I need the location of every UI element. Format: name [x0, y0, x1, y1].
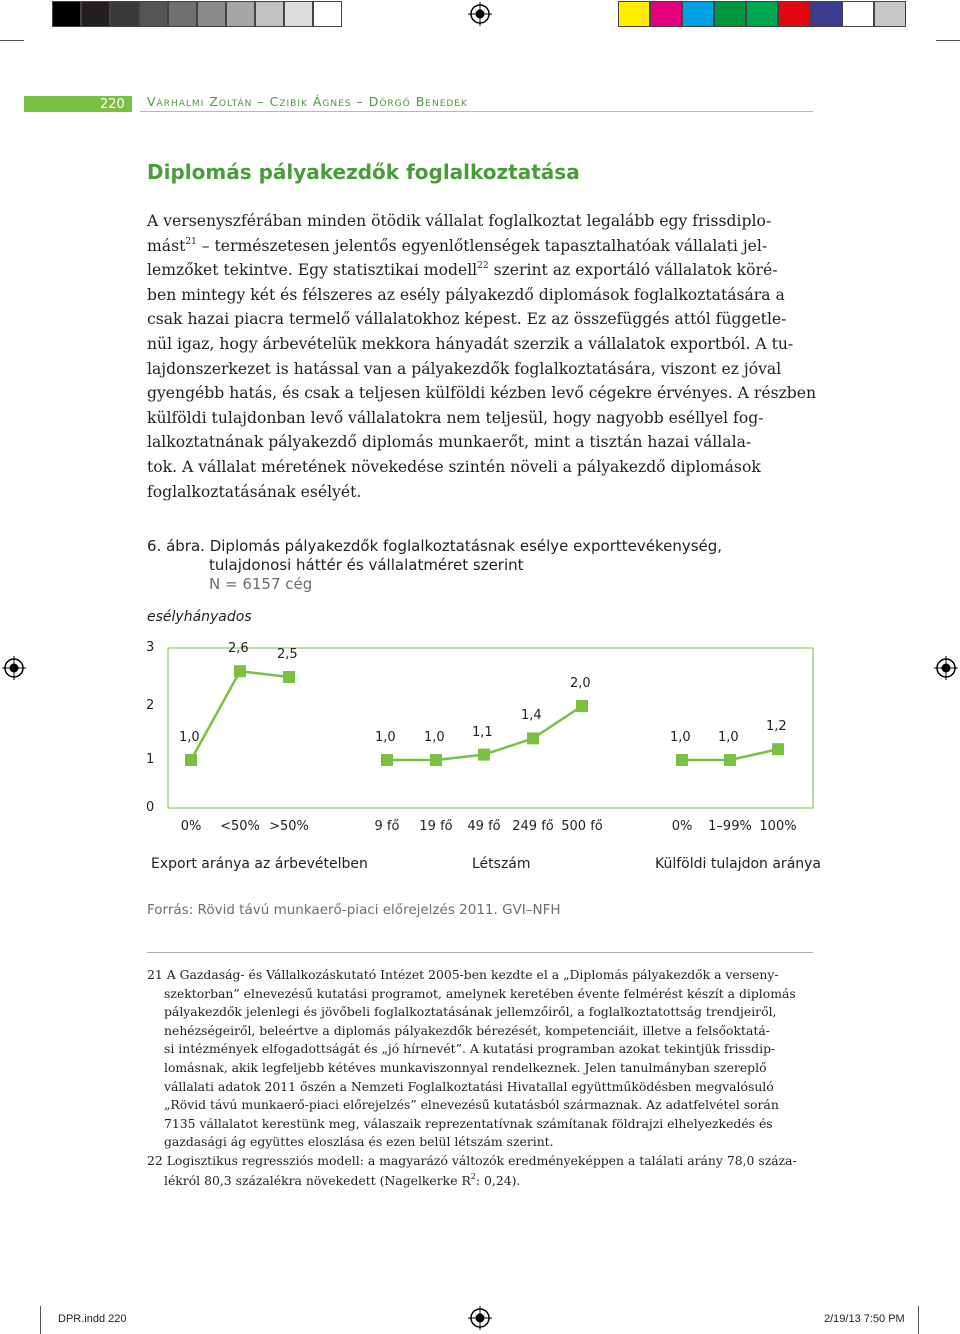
- footnote-line: lomásnak, akik legfeljebb kétéves munkaviszonnyal rendelkeznek. Jelen tanulmányban szereplő: [164, 1060, 767, 1075]
- footnote-ref: 22: [477, 261, 489, 272]
- data-label: 1,4: [521, 708, 542, 724]
- body-text-span: tok. A vállalat méretének növekedése szintén növeli a pályakezdő diplomások: [147, 458, 761, 476]
- footnote-line: si intézmények elfogadottságát és „jó hírnevét”. A kutatási programban azokat tekintjük frissdip-: [164, 1041, 776, 1057]
- slug-date: 2/19/13 7:50 PM: [824, 1313, 905, 1325]
- y-tick-label: 0: [146, 800, 155, 815]
- slug-filename: DPR.indd 220: [58, 1313, 127, 1325]
- x-tick-label: 9 fő: [374, 819, 400, 834]
- x-tick-label: 0%: [671, 819, 693, 834]
- data-label: 1,0: [424, 730, 445, 745]
- running-head: Várhalmi Zoltán – Czibik Ágnes – Dörgő Benedek: [147, 94, 468, 109]
- footnote-separator: [147, 952, 813, 953]
- data-point-marker: [724, 754, 736, 766]
- data-point-marker: [234, 665, 246, 677]
- body-text-span: – természetesen jelentős egyenlőtlenségek tapasztalhatóak vállalati jel-: [196, 236, 768, 255]
- footnote-line: gazdasági ág együttes eloszlása és ezen belül létszám szerint.: [164, 1134, 554, 1150]
- footnote-text: lékról 80,3 százalékra növekedett (Nagelkerke R: [164, 1172, 471, 1188]
- data-point-marker: [527, 732, 539, 744]
- body-text-span: lajdonszerkezet is hatással van a pályakezdők foglalkoztatására, viszont ez jóval: [147, 359, 782, 378]
- x-tick-label: >50%: [269, 819, 309, 834]
- footnote-line: vállalati adatok 2011 őszén a Nemzeti Foglalkoztatási Hivatallal együttműködésben megvalósuló: [164, 1078, 774, 1094]
- data-label: 1,0: [718, 730, 739, 745]
- footnote-line: 21 A Gazdaság- és Vállalkozáskutató Intézet 2005-ben kezdte el a „Diplomás pályakezdők a verseny-: [147, 967, 779, 982]
- x-tick-label: <50%: [220, 819, 260, 834]
- footnote-line: szektorban” elnevezésű kutatási programot, amelynek keretében évente felmérést készít a diplomás: [164, 985, 796, 1001]
- body-text-span: A versenyszférában minden ötödik vállalat foglalkoztat legalább egy frissdiplo-: [147, 212, 772, 230]
- y-tick-label: 1: [146, 752, 155, 767]
- y-axis-label: esélyhányados: [147, 609, 252, 625]
- footnote-line: [164, 1172, 520, 1188]
- body-text-span: ben mintegy két és félszeres az esély pályakezdő diplomások foglalkoztatására a: [147, 285, 785, 304]
- y-tick-label: 2: [146, 698, 155, 713]
- figure-source: Forrás: Rövid távú munkaerő-piaci előrejelzés 2011. GVI–NFH: [147, 902, 561, 918]
- crop-mark: [918, 1306, 919, 1334]
- body-text-span: nül igaz, hogy árbevételük mekkora hányadát szerzik a vállalatok exportból. A tu-: [147, 335, 794, 353]
- data-label: 2,0: [570, 676, 591, 691]
- body-text-span: csak hazai piacra termelő vállalatokhoz képest. Ez az összefüggés attól függetle-: [147, 310, 787, 329]
- y-tick-label: 3: [146, 640, 155, 655]
- figure-number: 6. ábra.: [147, 537, 205, 555]
- footnote-line: 7135 vállalatot kerestünk meg, válaszaik reprezentatívnak számítanak földrajzi elhelyezkedés és: [164, 1115, 773, 1131]
- registration-mark-icon: [468, 1306, 492, 1330]
- x-tick-label: 49 fő: [467, 819, 501, 834]
- figure-subtitle: N = 6157 cég: [209, 575, 313, 593]
- body-text-span: foglalkoztatásának esélyét.: [147, 482, 362, 501]
- footnote-line: „Rövid távú munkaerő-piaci előrejelzés” elnevezésű kutatásból származnak. Az adatfelvétel során: [164, 1097, 779, 1113]
- body-text-span: lemzőket tekintve. Egy statisztikai modell: [147, 261, 478, 280]
- x-tick-label: 0%: [180, 819, 202, 834]
- page-number: 220: [100, 97, 125, 112]
- data-point-marker: [478, 749, 490, 761]
- data-label: 2,5: [277, 647, 298, 662]
- data-point-marker: [283, 671, 295, 683]
- x-group-label: Létszám: [472, 856, 531, 872]
- data-point-marker: [676, 754, 688, 766]
- section-title: Diplomás pályakezdők foglalkoztatása: [147, 160, 580, 184]
- data-label: 1,0: [375, 730, 396, 745]
- footnote-line: pályakezdők jelenlegi és jövőbeli foglalkoztatásának jellemzőiről, a foglalkoztatottság trendjeiről,: [164, 1004, 777, 1020]
- body-text-span: mást: [147, 236, 186, 255]
- footnote-ref: 21: [185, 236, 197, 247]
- body-text-span: gyengébb hatás, és csak a teljesen külföldi kézben levő cégekre érvényes. A részben: [147, 384, 817, 403]
- x-tick-label: 100%: [759, 819, 797, 834]
- body-text-span: külföldi tulajdonban levő vállalatokra nem teljesül, hogy nagyobb eséllyel fog-: [147, 408, 764, 427]
- footnote-line: 22 Logisztikus regressziós modell: a magyarázó változók eredményeképpen a találati arány 78,0 száza-: [147, 1153, 797, 1168]
- x-tick-label: 1–99%: [708, 819, 752, 834]
- crop-mark: [40, 1306, 41, 1334]
- x-tick-label: 19 fő: [419, 819, 453, 834]
- data-label: 1,0: [670, 730, 691, 745]
- body-text-span: szerint az exportáló vállalatok köré-: [488, 261, 778, 280]
- superscript: 2: [470, 1171, 476, 1181]
- data-label: 2,6: [228, 641, 249, 657]
- body-text-span: lalkoztatnának pályakezdő diplomás munkaerőt, mint a tisztán hazai vállala-: [147, 433, 752, 452]
- x-group-label: Külföldi tulajdon aránya: [655, 856, 822, 872]
- data-point-marker: [185, 754, 197, 766]
- x-tick-label: 500 fő: [561, 819, 603, 834]
- data-label: 1,2: [766, 719, 787, 735]
- figure-title-line2: tulajdonosi háttér és vállalatméret szerint: [209, 556, 524, 574]
- figure-title-line1: Diplomás pályakezdők foglalkoztatásnak esélye exporttevékenység,: [209, 537, 723, 555]
- footnote-line: nehézségeiről, beleértve a diplomás pályakezdők bérezését, kompetenciáit, illetve a felsőoktatá-: [164, 1022, 770, 1038]
- data-point-marker: [576, 700, 588, 712]
- data-point-marker: [772, 743, 784, 755]
- series-line: [191, 671, 289, 760]
- data-label: 1,1: [472, 724, 493, 740]
- x-group-label: Export aránya az árbevételben: [151, 856, 368, 872]
- x-tick-label: 249 fő: [512, 819, 554, 834]
- data-point-marker: [381, 754, 393, 766]
- data-point-marker: [430, 754, 442, 766]
- data-label: 1,0: [179, 730, 200, 745]
- footnote-text: : 0,24).: [475, 1172, 521, 1188]
